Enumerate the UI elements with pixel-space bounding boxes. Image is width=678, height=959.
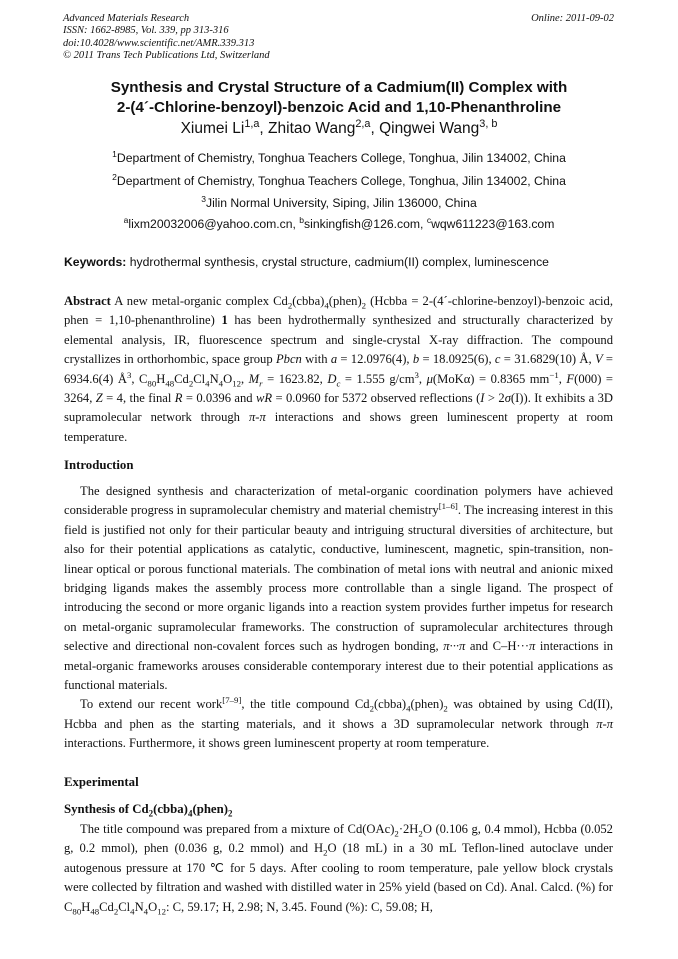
synthesis-subheading: Synthesis of $Cd_2(cbba)_4(phen)_2$ bbox=[64, 802, 233, 819]
abstract-label: Abstract bbox=[64, 294, 111, 308]
abstract: Abstract A new metal-organic complex $Cd_2(cbba)_4(phen)_2$ (Hcbba = 2-(4´-chlorine-benzoyl)-benzoic acid, phen = 1,10-phenanthroline) 1 has been hydrothermally synthesized and structurally characterized by elemental analysis, IR, fluorescence spectrum and single-crystal X-ray diffraction. The compound crystallizes in orthorhombic, space group Pbcn with a = 12.0976(4), b = 18.0925(6), c = 31.6829(10) Å, V = 6934.6(4) $Å^3$, $C_{80}H_{48}Cd_2Cl_4N_4O_{12}$, $M_r = 1623.82$, $D_c = 1.555$ $g/cm^3$, μ(MoKα) = 0.8365 $mm^{-1}$, F(000) = 3264, Z = 4, the final R = 0.0396 and wR = 0.0960 for 5372 observed reflections (I > 2σ(I)). It exhibits a 3D supramolecular network through π-π interactions and shows green luminescent property at room temperature. bbox=[64, 294, 614, 444]
keywords-text: hydrothermal synthesis, crystal structure, cadmium(II) complex, luminescence bbox=[126, 255, 549, 269]
affiliation-1: $^1$Department of Chemistry, Tonghua Teachers College, Tonghua, Jilin 134002, China bbox=[112, 148, 566, 165]
introduction-heading: Introduction bbox=[64, 458, 134, 472]
journal-name: Advanced Materials Research bbox=[63, 13, 190, 24]
title-line-1: Synthesis and Crystal Structure of a Cadmium(II) Complex with bbox=[110, 79, 568, 96]
affiliation-3: $^3$Jilin Normal University, Siping, Jilin 136000, China bbox=[201, 193, 477, 210]
introduction-body bbox=[64, 482, 613, 754]
intro-paragraph-1: The designed synthesis and characterization of metal-organic coordination polymers have achieved considerable progress in supramolecular chemistry and material chemistry[1–6]. The increasing interest in this field is justified not only for their particular beauty and intriguing structural diversities of architecture, but also for their potential applications as catalytic, conductive, luminescent, magnetic, spin-transition, non-linear optical or porous functional materials. The combination of metal ions with neutral and anionic mixed bridging ligands makes the assembly process more controllable than a single ligand. The prospect of introducing the second or more organic ligands into a reaction system provides further impetus for research on metal-organic supramolecular frameworks. The construction of supramolecular architectures through selective and directional non-covalent forces such as hydrogen bonding, π···π and C–H···π interactions in metal-organic frameworks arouses considerable contemporary interest due to their potential applications as functional materials. bbox=[64, 484, 614, 693]
intro-paragraph-2: To extend our recent work[7–9], the title compound $Cd_2(cbba)_4(phen)_2$ was obtained by using Cd(II), Hcbba and phen as the starting materials, and it shows a 3D supramolecular network through π-π interactions. Furthermore, it shows green luminescent property at room temperature. bbox=[64, 695, 614, 751]
keywords bbox=[64, 255, 549, 269]
author-1: Xiumei Li bbox=[180, 120, 245, 137]
affiliation-2: $^2$Department of Chemistry, Tonghua Teachers College, Tonghua, Jilin 134002, China bbox=[112, 171, 566, 188]
author-3: Qingwei Wang bbox=[379, 120, 480, 137]
synthesis-body bbox=[64, 820, 613, 917]
keywords-label: Keywords: bbox=[64, 255, 127, 269]
online-date: Online: 2011-09-02 bbox=[531, 13, 614, 24]
author-list: Xiumei Li$^{1,a}$, Zhitao Wang$^{2,a}$, Qingwei Wang$^{3, b}$ bbox=[180, 117, 498, 137]
paper-title bbox=[40, 78, 638, 117]
synthesis-paragraph: The title compound was prepared from a mixture of $Cd(OAc)_2\cdot 2H_2O$ (0.106 g, 0.4 mmol), Hcbba (0.052 g, 0.2 mmol), phen (0.036 g, 0.2 mmol) and $H_2O$ (18 mL) in a 30 mL Teflon-lined autoclave under autogenous pressure at 170 ℃ for 5 days. After cooling to room temperature, pale yellow block crystals were collected by filtration and washed with distilled water in 25% yield (based on Cd). Anal. Calcd. (%) for $C_{80}H_{48}Cd_2Cl_4N_4O_{12}$: C, 59.17; H, 2.98; N, 3.45. Found (%): C, 59.08; H, bbox=[64, 822, 613, 917]
doi-line: doi:10.4028/www.scientific.net/AMR.339.313 bbox=[63, 37, 255, 49]
email-c[interactable]: wqw611223@163.com bbox=[431, 217, 555, 231]
author-1-affil: 1,a bbox=[244, 117, 260, 130]
title-line-2: 2-(4´-Chlorine-benzoyl)-benzoic Acid and 1,10-Phenanthroline bbox=[116, 98, 562, 116]
issn-line: ISSN: 1662-8985, Vol. 339, pp 313-316 bbox=[63, 25, 229, 37]
copyright-line: © 2011 Trans Tech Publications Ltd, Switzerland bbox=[63, 49, 270, 61]
journal-header bbox=[63, 13, 270, 62]
email-a[interactable]: lixm20032006@yahoo.com.cn, bbox=[128, 217, 300, 231]
author-2-affil: 2,a bbox=[355, 117, 371, 130]
experimental-heading: Experimental bbox=[64, 775, 139, 789]
email-line: $^a$lixm20032006@yahoo.com.cn, $^b$sinkingfish@126.com, $^c$wqw611223@163.com bbox=[123, 214, 555, 231]
author-2: Zhitao Wang bbox=[268, 120, 356, 137]
author-3-affil: 3, b bbox=[479, 117, 498, 130]
email-b[interactable]: sinkingfish@126.com, bbox=[304, 217, 427, 231]
